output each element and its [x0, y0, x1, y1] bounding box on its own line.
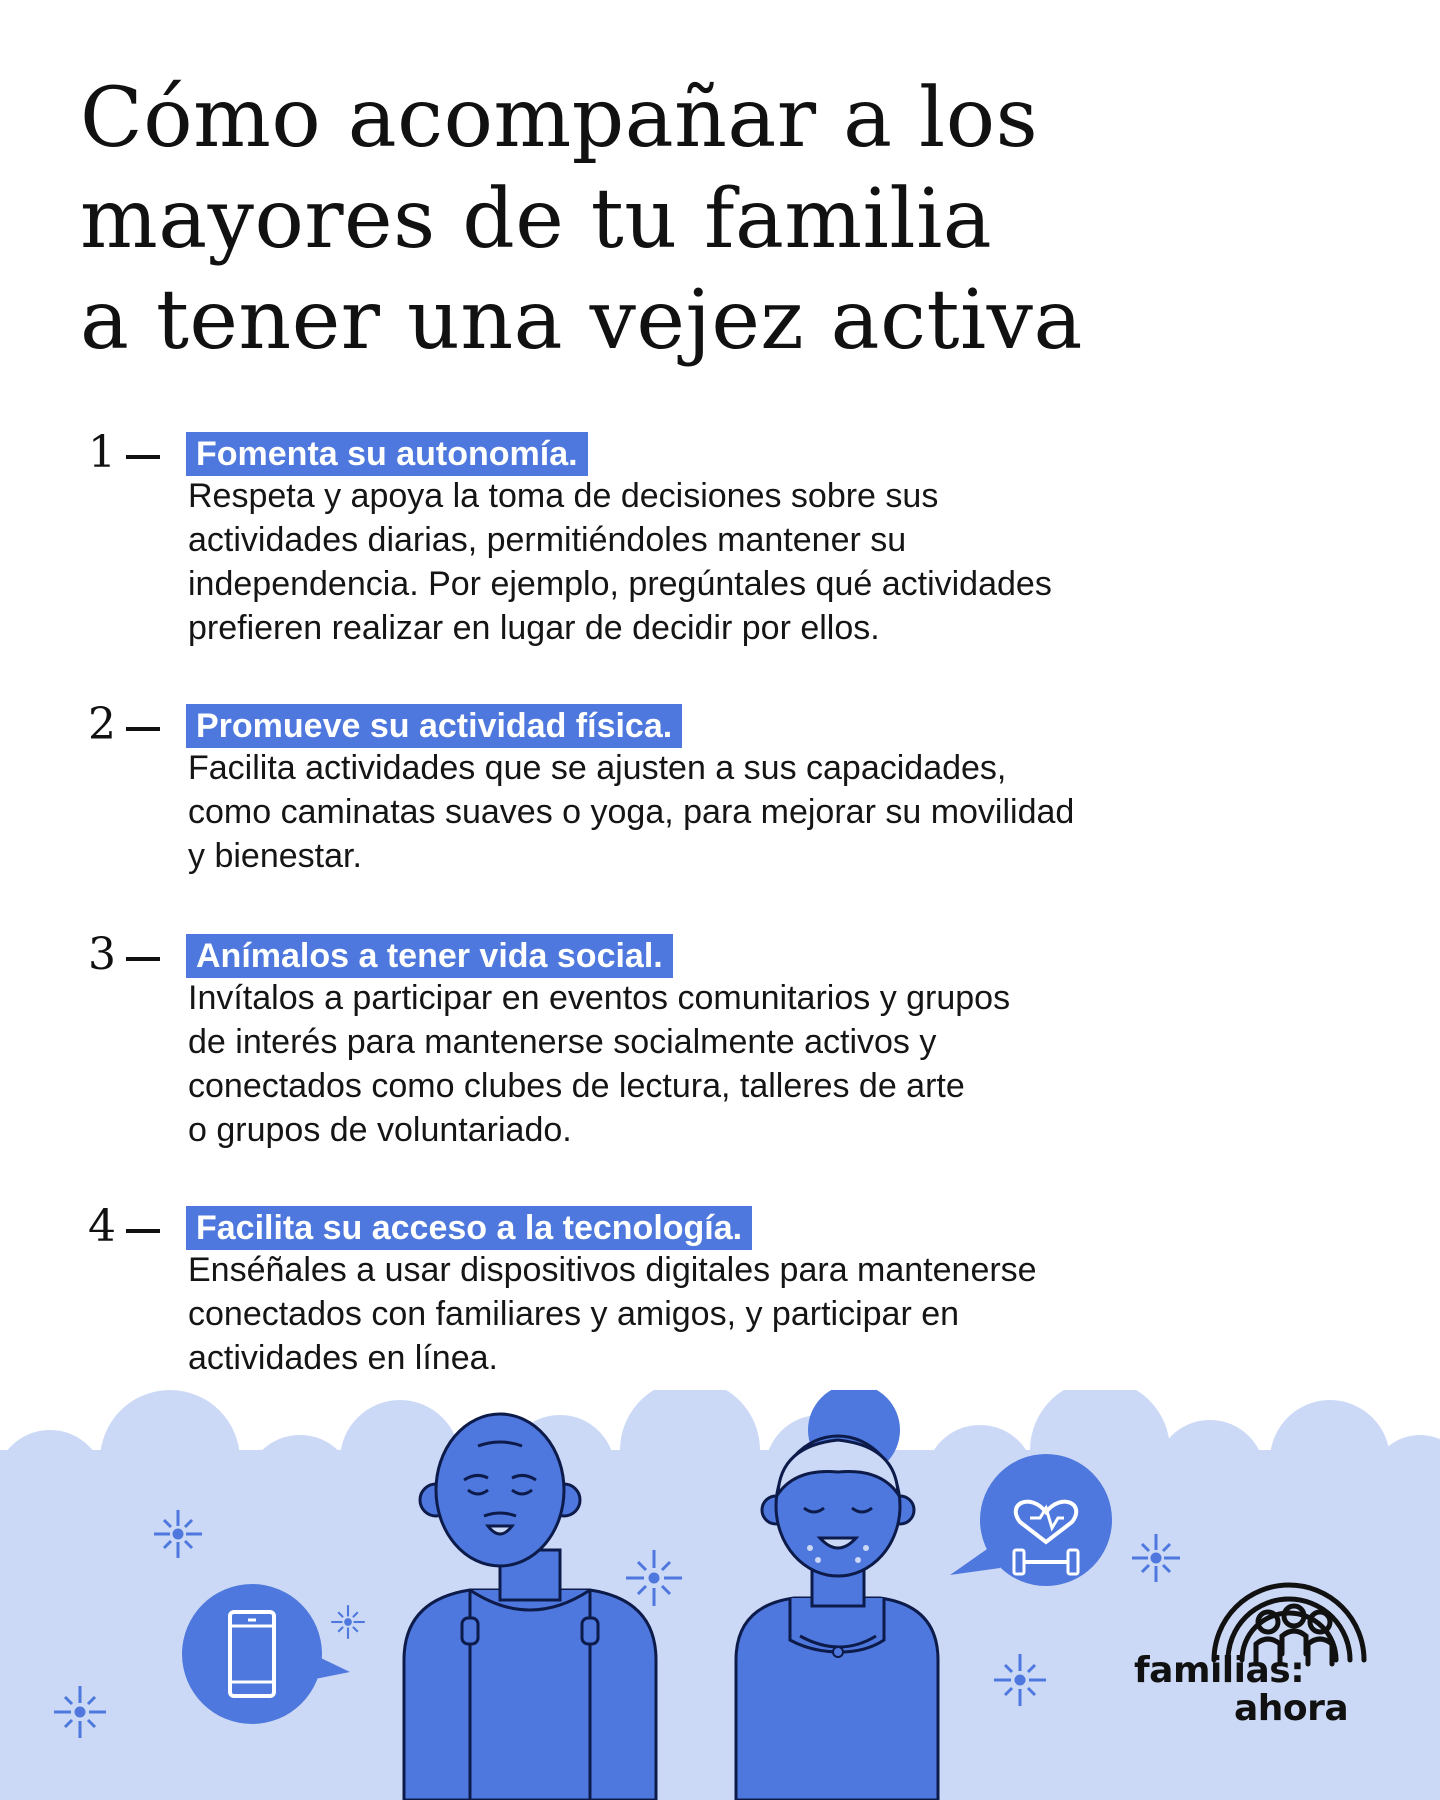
- tip-heading: Facilita su acceso a la tecnología.: [186, 1206, 752, 1250]
- tip-line: Facilita actividades que se ajusten a sus capacidades,: [188, 749, 1007, 787]
- tip-dash: [126, 455, 160, 459]
- tip-line: conectados con familiares y amigos, y participar en: [188, 1295, 960, 1333]
- tip-line: o grupos de voluntariado.: [188, 1111, 572, 1149]
- tip-line: como caminatas suaves o yoga, para mejorar su movilidad: [188, 793, 1075, 831]
- title-line: mayores de tu familia: [80, 172, 993, 267]
- tip-line: independencia. Por ejemplo, pregúntales qué actividades: [188, 565, 1052, 603]
- tip-dash: [126, 727, 160, 731]
- tip-body: [188, 976, 1368, 1152]
- tip-line: conectados como clubes de lectura, talleres de arte: [188, 1067, 965, 1105]
- tip-dash: [126, 957, 160, 961]
- tip-line: actividades diarias, permitiéndoles mantener su: [188, 521, 907, 559]
- logo-word-ahora: ahora: [1234, 1688, 1349, 1729]
- tip-body: [188, 746, 1368, 878]
- tip-line: y bienestar.: [188, 837, 362, 875]
- tip-number: 4: [88, 1201, 116, 1252]
- title-line: Cómo acompañar a los: [80, 71, 1039, 166]
- tip-number: 1: [88, 427, 116, 478]
- tip-body: [188, 474, 1368, 650]
- page-title: [80, 68, 1380, 371]
- tip-heading: Promueve su actividad física.: [186, 704, 682, 748]
- tip-number: 3: [88, 929, 116, 980]
- title-line: a tener una vejez activa: [80, 273, 1083, 368]
- tip-line: Enséñales a usar dispositivos digitales para mantenerse: [188, 1251, 1037, 1289]
- tip-body: [188, 1248, 1368, 1380]
- tip-line: de interés para mantenerse socialmente activos y: [188, 1023, 937, 1061]
- tip-number: 2: [88, 699, 116, 750]
- tip-dash: [126, 1229, 160, 1233]
- tip-line: actividades en línea.: [188, 1339, 498, 1377]
- tip-line: Invítalos a participar en eventos comunitarios y grupos: [188, 979, 1011, 1017]
- tip-heading: Anímalos a tener vida social.: [186, 934, 673, 978]
- tip-heading: Fomenta su autonomía.: [186, 432, 588, 476]
- logo-word-familias: familias:: [1134, 1650, 1305, 1691]
- tip-line: prefieren realizar en lugar de decidir por ellos.: [188, 609, 880, 647]
- tip-line: Respeta y apoya la toma de decisiones sobre sus: [188, 477, 939, 515]
